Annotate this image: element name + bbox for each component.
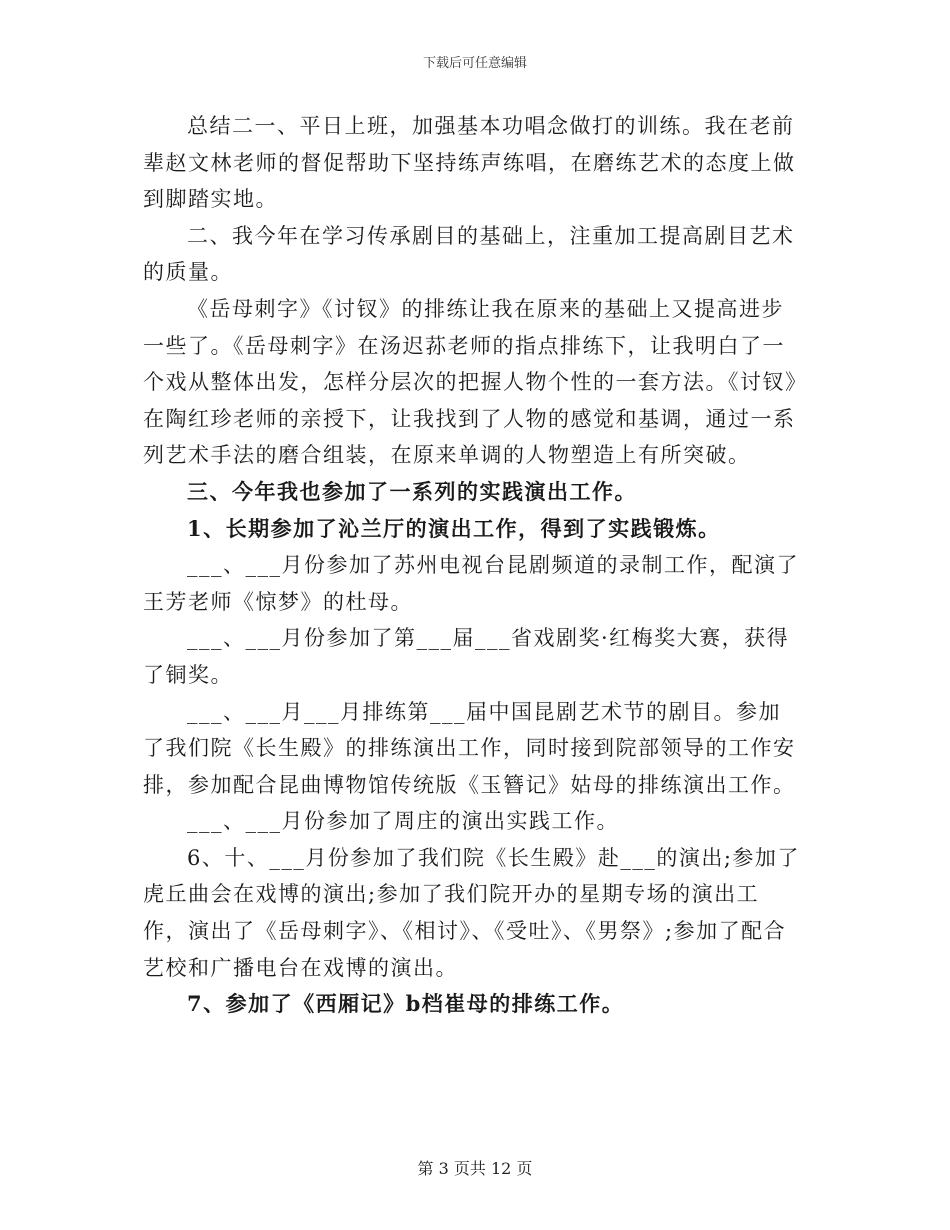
heading-item-one: 1、长期参加了沁兰厅的演出工作，得到了实践锻炼。 <box>187 515 721 541</box>
paragraph-zhouzhuang: ___、___月份参加了周庄的演出实践工作。 <box>187 809 619 834</box>
paragraph-kunqu-festival: ___、___月___月排练第___届中国昆剧艺术节的剧目。参加了我们院《长生殿》的排练演出工作，同时接到院部领导的工作安排，参加配合昆曲博物馆传统版《玉簪记》姑母的排练演出工作。 <box>143 699 796 797</box>
paragraph-section-two: 二、我今年在学习传承剧目的基础上，注重加工提高剧目艺术的质量。 <box>143 223 795 285</box>
document-body <box>143 108 803 1023</box>
page-header: 下载后可任意编辑 <box>422 56 527 71</box>
heading-item-seven: 7、参加了《西厢记》b档崔母的排练工作。 <box>187 991 625 1017</box>
paragraph-item-six: 6、十、___月份参加了我们院《长生殿》赴___的演出;参加了虎丘曲会在戏博的演出;参加了我们院开办的星期专场的演出工作，演出了《岳母刺字》、《相讨》、《受吐》、《男祭》;参加了配合艺校和广播电台在戏博的演出。 <box>143 845 800 980</box>
page-footer: 第 3 页共 12 页 <box>417 1159 533 1178</box>
paragraph-summary-intro: 总结二一、平日上班，加强基本功唱念做打的训练。我在老前辈赵文林老师的督促帮助下坚持练声练唱，在磨练艺术的态度上做到脚踏实地。 <box>143 114 796 212</box>
paragraph-rehearsal: 《岳母刺字》《讨钗》的排练让我在原来的基础上又提高进步一些了。《岳母刺字》在汤迟荪老师的指点排练下，让我明白了一个戏从整体出发，怎样分层次的把握人物个性的一套方法。《讨钗》在陶红珍老师的亲授下，让我找到了人物的感觉和基调，通过一系列艺术手法的磨合组装，在原来单调的人物塑造上有所突破。 <box>143 296 797 468</box>
paragraph-suzhou-tv: ___、___月份参加了苏州电视台昆剧频道的录制工作，配演了王芳老师《惊梦》的杜母。 <box>143 553 799 614</box>
heading-section-three: 三、今年我也参加了一系列的实践演出工作。 <box>187 478 637 504</box>
paragraph-hongmei-award: ___、___月份参加了第___届___省戏剧奖·红梅奖大赛，获得了铜奖。 <box>143 626 790 687</box>
